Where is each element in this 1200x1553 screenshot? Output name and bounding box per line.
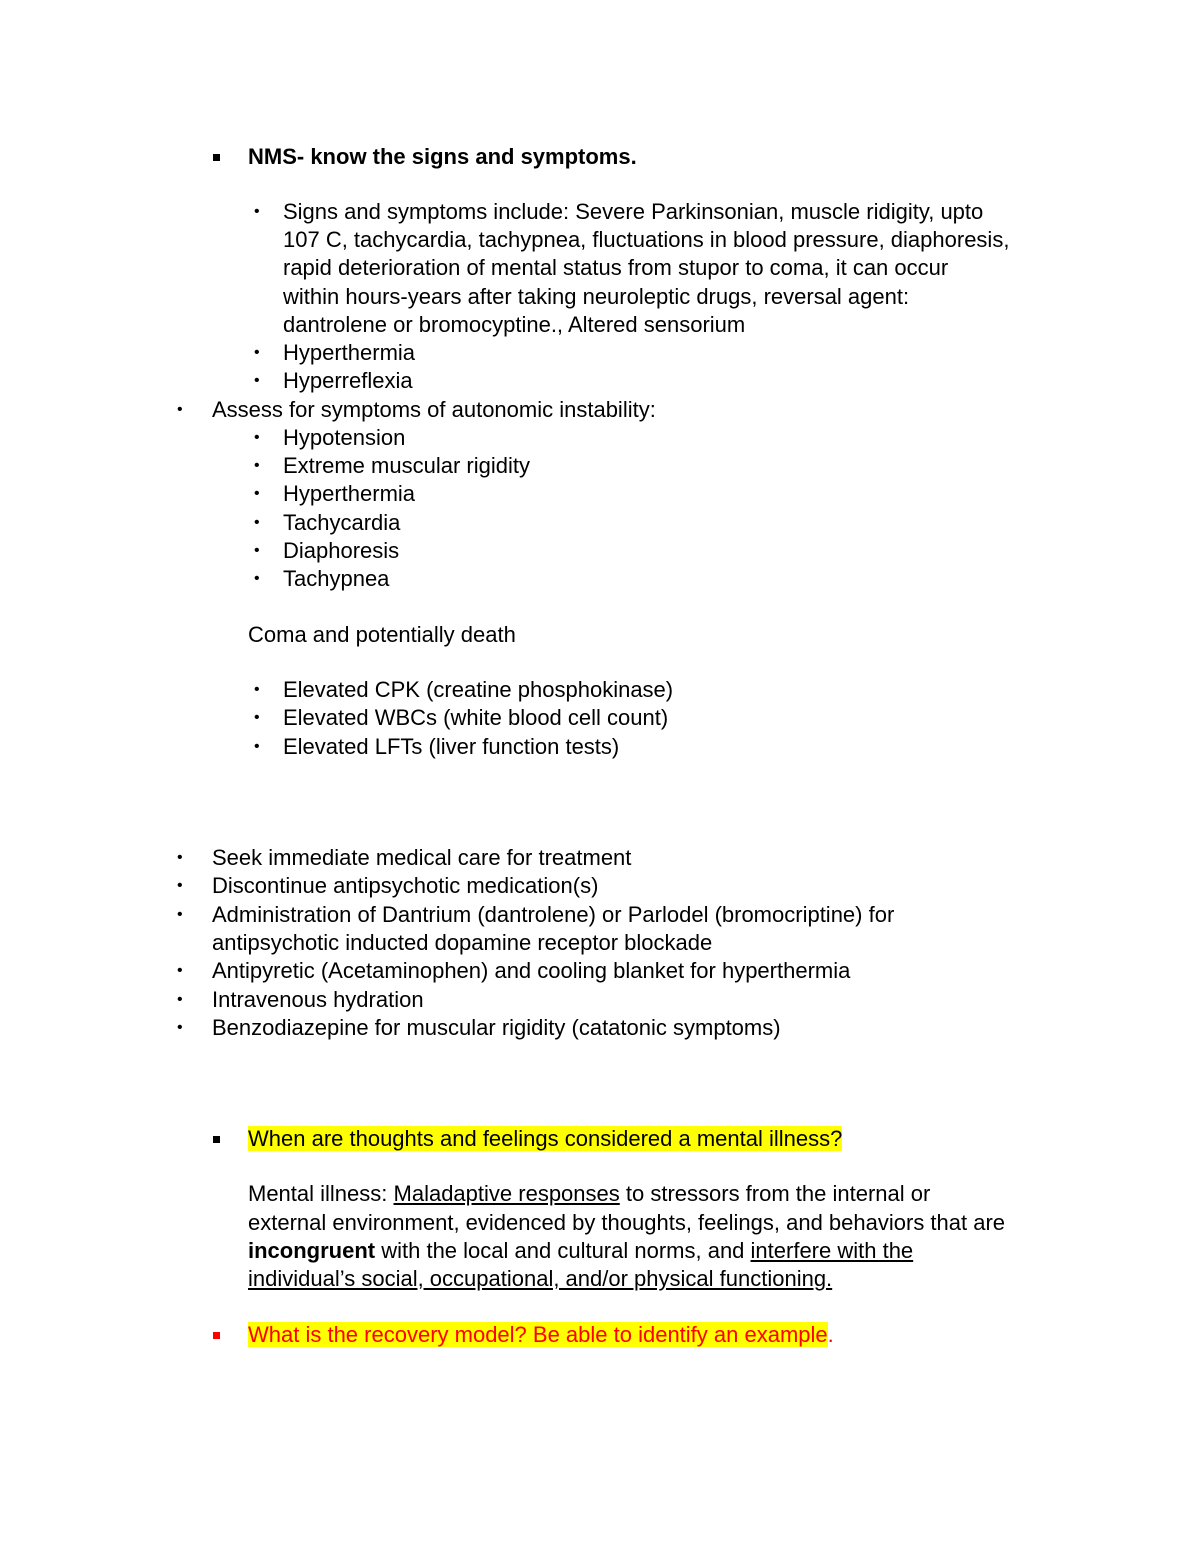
list-item: Tachycardia <box>283 510 401 535</box>
bullet-icon: • <box>177 877 183 894</box>
definition-line-1 <box>248 1180 930 1208</box>
bullet-icon: • <box>254 485 260 502</box>
treatment-item-continued: antipsychotic inducted dopamine receptor blockade <box>212 930 713 955</box>
list-item: Elevated CPK (creatine phosphokinase) <box>283 677 674 702</box>
recovery-highlight: What is the recovery model? Be able to identify an example <box>248 1322 828 1347</box>
bullet-icon: • <box>254 429 260 446</box>
maladaptive-term: Maladaptive responses <box>393 1181 620 1206</box>
list-item-hyperthermia: Hyperthermia <box>283 340 416 365</box>
square-bullet-icon <box>213 154 220 161</box>
bullet-icon: • <box>254 203 260 220</box>
signs-line-4: within hours-years after taking neuroleptic drugs, reversal agent: <box>283 284 910 309</box>
bullet-icon: • <box>177 849 183 866</box>
definition-line-3 <box>248 1237 913 1265</box>
bullet-icon: • <box>254 681 260 698</box>
treatment-item: Discontinue antipsychotic medication(s) <box>212 873 599 898</box>
bullet-icon: • <box>254 344 260 361</box>
autonomic-heading: Assess for symptoms of autonomic instability: <box>212 397 656 422</box>
list-item: Extreme muscular rigidity <box>283 453 530 478</box>
coma-text: Coma and potentially death <box>248 622 516 647</box>
signs-line-3: rapid deterioration of mental status from stupor to coma, it can occur <box>283 255 949 280</box>
bullet-icon: • <box>254 738 260 755</box>
question-highlight: When are thoughts and feelings considered a mental illness? <box>248 1126 843 1151</box>
bullet-icon: • <box>254 542 260 559</box>
list-item: Diaphoresis <box>283 538 400 563</box>
definition-text: with the local and cultural norms, and <box>375 1238 751 1263</box>
mental-illness-question <box>248 1125 842 1153</box>
bullet-icon: • <box>254 709 260 726</box>
bullet-icon: • <box>177 401 183 418</box>
treatment-item: Intravenous hydration <box>212 987 424 1012</box>
definition-text: to stressors from the internal or <box>619 1181 931 1206</box>
square-bullet-icon <box>213 1332 220 1339</box>
list-item: Elevated LFTs (liver function tests) <box>283 734 620 759</box>
definition-line-2: external environment, evidenced by thoughts, feelings, and behaviors that are <box>248 1210 1006 1235</box>
bullet-icon: • <box>254 514 260 531</box>
signs-line-5: dantrolene or bromocyptine., Altered sensorium <box>283 312 746 337</box>
treatment-item: Administration of Dantrium (dantrolene) or Parlodel (bromocriptine) for <box>212 902 895 927</box>
recovery-question <box>248 1321 834 1349</box>
nms-heading: NMS- know the signs and symptoms. <box>248 144 637 169</box>
list-item: Elevated WBCs (white blood cell count) <box>283 705 669 730</box>
definition-line-4: individual’s social, occupational, and/or physical functioning. <box>248 1266 833 1291</box>
signs-line-1: Signs and symptoms include: Severe Parkinsonian, muscle ridigity, upto <box>283 199 984 224</box>
list-item: Tachypnea <box>283 566 390 591</box>
bullet-icon: • <box>177 991 183 1008</box>
bullet-icon: • <box>254 457 260 474</box>
incongruent-term: incongruent <box>248 1238 376 1263</box>
signs-line-2: 107 C, tachycardia, tachypnea, fluctuations in blood pressure, diaphoresis, <box>283 227 1010 252</box>
recovery-period: . <box>827 1322 834 1347</box>
square-bullet-icon <box>213 1136 220 1143</box>
bullet-icon: • <box>254 372 260 389</box>
definition-label: Mental illness: <box>248 1181 394 1206</box>
treatment-item: Benzodiazepine for muscular rigidity (catatonic symptoms) <box>212 1015 781 1040</box>
bullet-icon: • <box>177 962 183 979</box>
list-item: Hypotension <box>283 425 406 450</box>
list-item: Hyperthermia <box>283 481 416 506</box>
bullet-icon: • <box>254 570 260 587</box>
list-item-hyperreflexia: Hyperreflexia <box>283 368 413 393</box>
treatment-item: Seek immediate medical care for treatment <box>212 845 632 870</box>
treatment-item: Antipyretic (Acetaminophen) and cooling blanket for hyperthermia <box>212 958 851 983</box>
bullet-icon: • <box>177 906 183 923</box>
bullet-icon: • <box>177 1019 183 1036</box>
interfere-term: interfere with the <box>750 1238 914 1263</box>
